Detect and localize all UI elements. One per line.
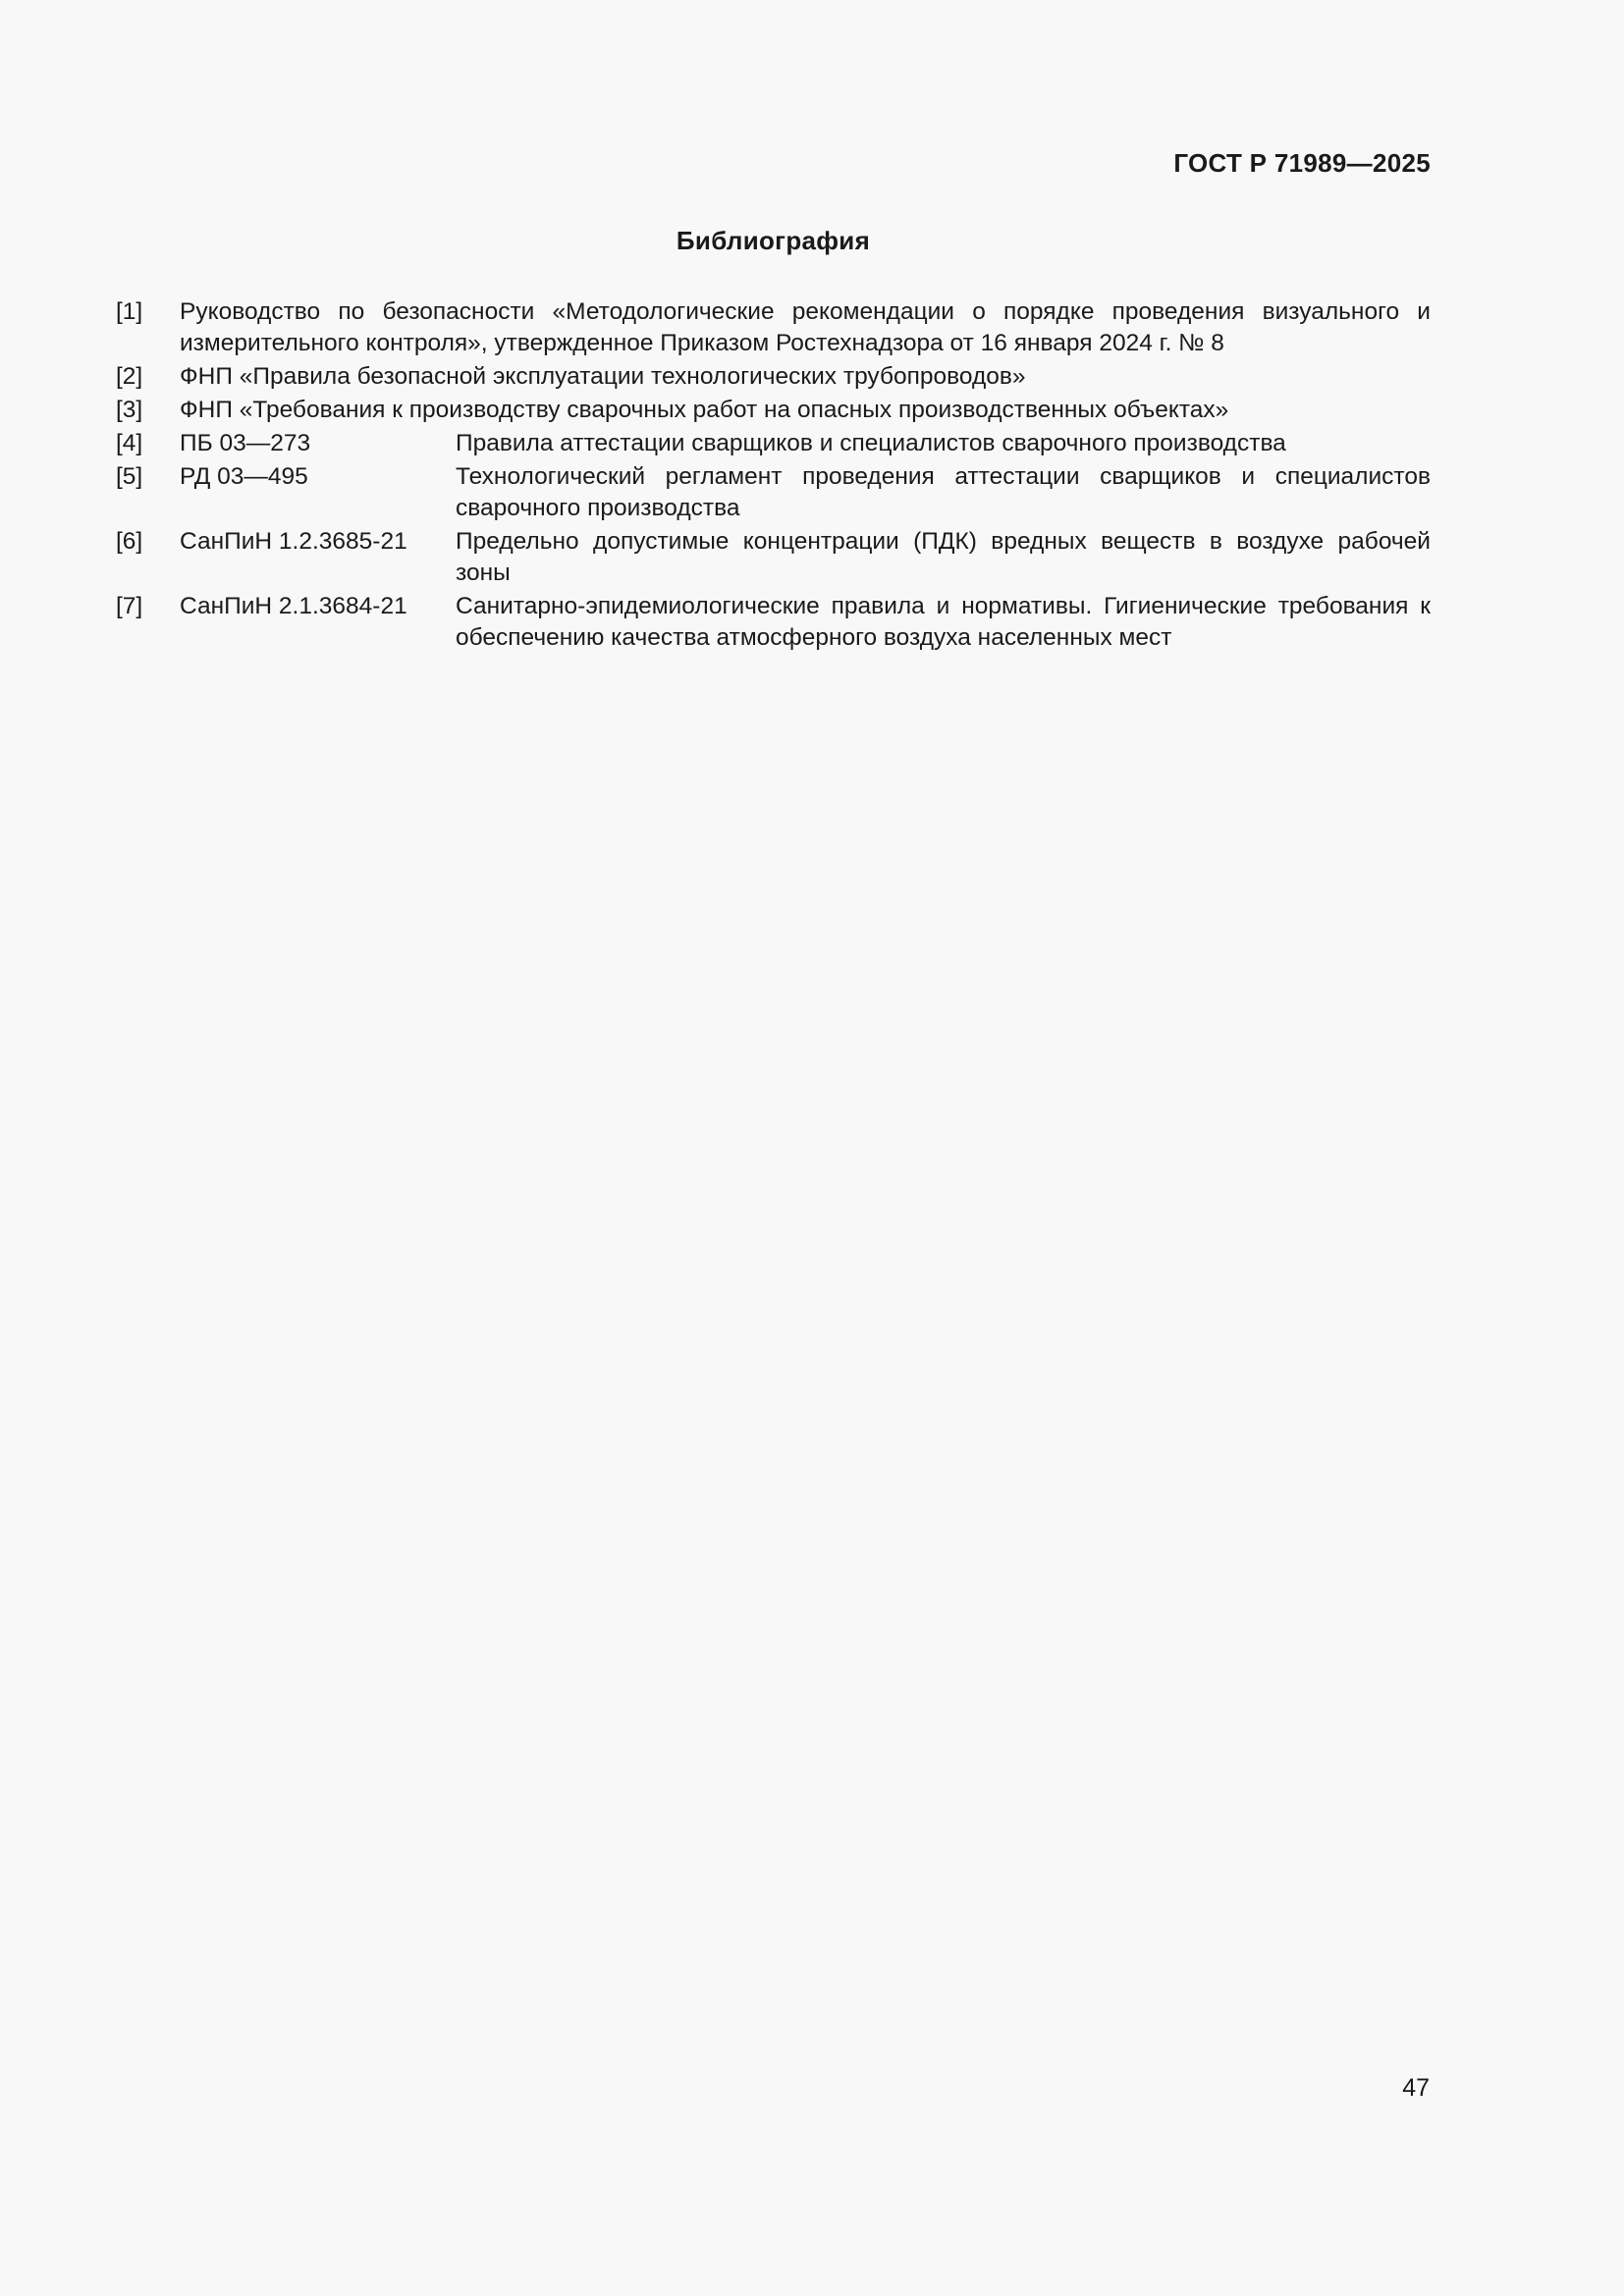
bibliography-item-text: Руководство по безопасности «Методологические рекомендации о порядке проведения визуального и измерительного контроля», утвержденное Приказом Ростехнадзора от 16 января 2024 г. № 8 — [180, 298, 1431, 356]
page-number: 47 — [1402, 2074, 1430, 2102]
page-title: Библиография — [676, 226, 871, 255]
bibliography-item — [116, 461, 1431, 524]
bibliography-item-text: Технологический регламент проведения аттестации сварщиков и специалистов сварочного производства — [456, 463, 1431, 521]
bibliography-item-number: [5] — [116, 463, 143, 490]
bibliography-item-code: ПБ 03—273 — [180, 430, 311, 456]
bibliography-item-code: СанПиН 1.2.3685-21 — [180, 528, 407, 555]
bibliography-item-code: РД 03—495 — [180, 463, 308, 490]
bibliography-item-text: ФНП «Правила безопасной эксплуатации технологических трубопроводов» — [180, 363, 1026, 390]
bibliography-item — [116, 296, 1431, 359]
document-code: ГОСТ Р 71989—2025 — [1173, 148, 1431, 178]
bibliography-item — [116, 591, 1431, 654]
bibliography-item-number: [2] — [116, 363, 143, 390]
bibliography-item-number: [7] — [116, 593, 143, 619]
bibliography-item-text: Правила аттестации сварщиков и специалистов сварочного производства — [456, 430, 1286, 456]
bibliography-item — [116, 361, 1431, 393]
bibliography-item-number: [4] — [116, 430, 143, 456]
bibliography-list — [116, 296, 1431, 656]
bibliography-item-code: СанПиН 2.1.3684-21 — [180, 593, 407, 619]
bibliography-item-text: Санитарно-эпидемиологические правила и нормативы. Гигиенические требования к обеспечению качества атмосферного воздуха населенных мест — [456, 593, 1431, 651]
bibliography-item-number: [1] — [116, 298, 143, 325]
bibliography-item-text: ФНП «Требования к производству сварочных работ на опасных производственных объектах» — [180, 397, 1229, 423]
bibliography-item-number: [6] — [116, 528, 143, 555]
bibliography-item-text: Предельно допустимые концентрации (ПДК) вредных веществ в воздухе рабочей зоны — [456, 528, 1431, 586]
bibliography-item — [116, 395, 1431, 426]
bibliography-item — [116, 526, 1431, 589]
bibliography-item-number: [3] — [116, 397, 143, 423]
bibliography-item — [116, 428, 1431, 459]
